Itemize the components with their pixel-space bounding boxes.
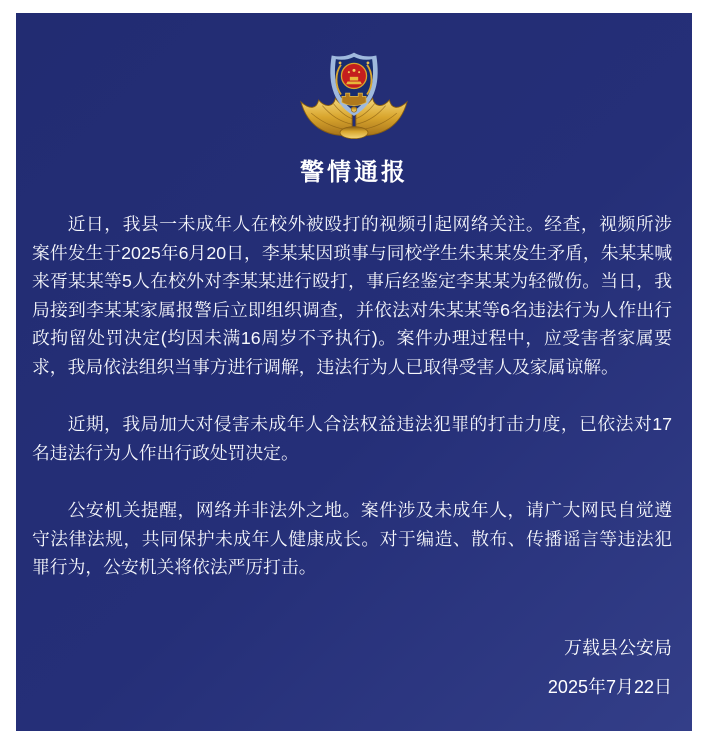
emblem-container: [16, 13, 692, 141]
paragraph-crackdown: 近期，我局加大对侵害未成年人合法权益违法犯罪的打击力度，已依法对17名违法行为人作出行政处罚决定。: [32, 414, 672, 463]
china-police-badge-icon: [298, 48, 410, 141]
paragraph-incident: 近日，我县一未成年人在校外被殴打的视频引起网络关注。经查，视频所涉案件发生于2025年6月20日，李某某因琐事与同校学生朱某某发生矛盾，朱某某喊来胥某某等5人在校外对李某某进行殴打，事后经鉴定李某某为轻微伤。当日，我局接到李某某家属报警后立即组织调查，并依法对朱某某等6名违法行为人作出行政拘留处罚决定(均因未满16周岁不予执行)。案件办理过程中，应受害者家属要求，我局依法组织当事方进行调解，违法行为人已取得受害人及家属谅解。: [32, 214, 672, 377]
notice-title: 警情通报: [300, 159, 408, 186]
notice-body: [16, 210, 692, 582]
agency-signature: 万载县公安局: [564, 637, 672, 658]
paragraph-reminder: 公安机关提醒，网络并非法外之地。案件涉及未成年人，请广大网民自觉遵守法律法规，共同保护未成年人健康成长。对于编造、散布、传播谣言等违法犯罪行为，公安机关将依法严厉打击。: [32, 499, 672, 578]
signature-date: 2025年7月22日: [547, 676, 672, 697]
notice-panel: [16, 13, 692, 731]
signature-block: [16, 634, 692, 701]
